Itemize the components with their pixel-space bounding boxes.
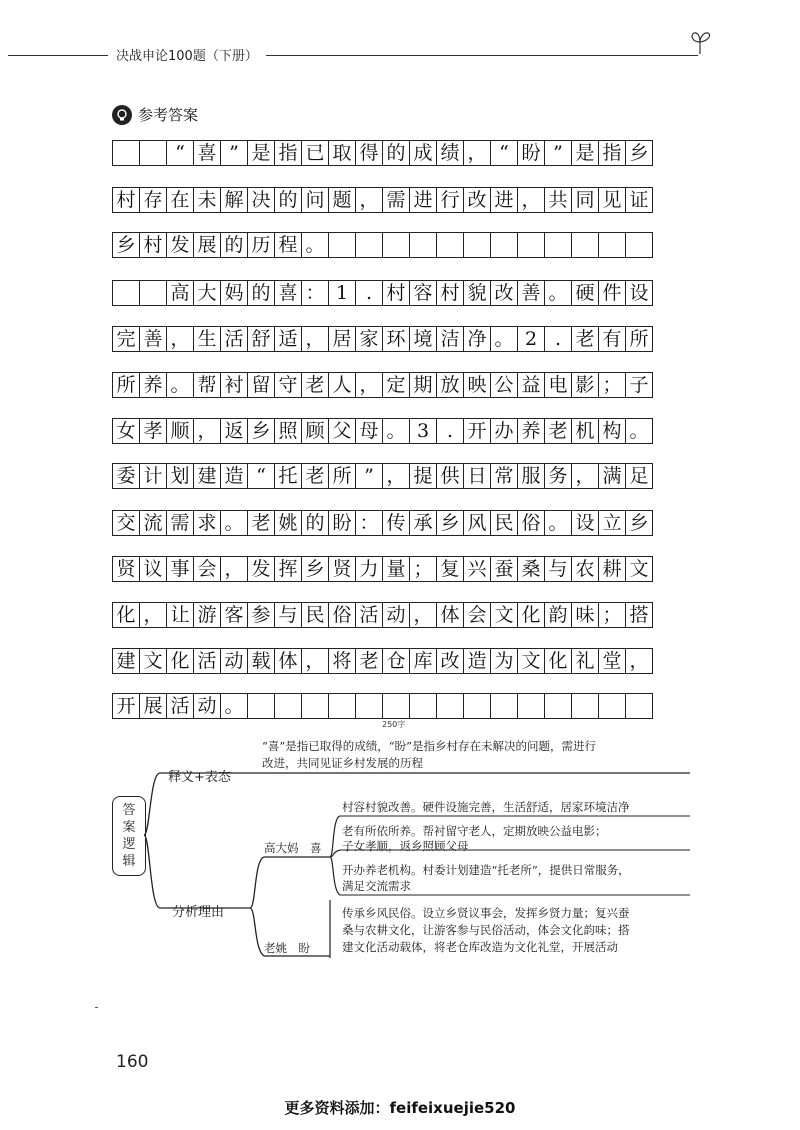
grid-cell: 委 bbox=[112, 463, 140, 489]
grid-cell: 守 bbox=[274, 372, 302, 398]
grid-cell: . bbox=[355, 280, 383, 306]
grid-cell: 所 bbox=[328, 463, 356, 489]
sub2-line1: 传承乡风民俗。设立乡贤议事会，发挥乡贤力量；复兴蚕 bbox=[342, 906, 630, 920]
grid-cell: ， bbox=[139, 602, 167, 628]
grid-cell: 满 bbox=[598, 463, 626, 489]
grid-cell: 益 bbox=[517, 372, 545, 398]
grid-cell: 让 bbox=[166, 602, 194, 628]
branch1-label: 释义+表态 bbox=[168, 770, 231, 785]
grid-cell: 库 bbox=[409, 648, 437, 674]
grid-cell: 乡 bbox=[436, 510, 464, 536]
grid-cell: 建 bbox=[193, 463, 221, 489]
answer-logic-box bbox=[112, 796, 146, 876]
grid-cell: 民 bbox=[301, 602, 329, 628]
grid-cell: 进 bbox=[409, 187, 437, 213]
grid-cell: 发 bbox=[166, 232, 194, 258]
grid-cell: 展 bbox=[139, 693, 167, 719]
grid-cell: 体 bbox=[274, 648, 302, 674]
grid-cell: ； bbox=[409, 556, 437, 582]
grid-cell: 放 bbox=[436, 372, 464, 398]
grid-cell: ， bbox=[220, 556, 248, 582]
grid-cell: 是 bbox=[247, 140, 275, 166]
grid-cell: . bbox=[436, 418, 464, 444]
grid-cell: 客 bbox=[220, 602, 248, 628]
grid-cell: 桑 bbox=[517, 556, 545, 582]
grid-cell: ， bbox=[166, 326, 194, 352]
grid-cell: 孝 bbox=[139, 418, 167, 444]
grid-cell: 。 bbox=[490, 326, 518, 352]
grid-cell: “ bbox=[247, 463, 275, 489]
grid-cell: 提 bbox=[409, 463, 437, 489]
branch2-label: 分析理由 bbox=[172, 905, 225, 920]
grid-cell: 耕 bbox=[598, 556, 626, 582]
grid-cell: 母 bbox=[355, 418, 383, 444]
grid-cell: 活 bbox=[166, 693, 194, 719]
grid-cell: 开 bbox=[463, 418, 491, 444]
grid-cell: 与 bbox=[274, 602, 302, 628]
grid-cell: ， bbox=[355, 372, 383, 398]
grid-cell: 日 bbox=[463, 463, 491, 489]
grid-cell: 游 bbox=[193, 602, 221, 628]
grid-cell: 开 bbox=[112, 693, 140, 719]
sub1-item2-line1: 老有所依所养。帮衬留守老人，定期放映公益电影； bbox=[342, 824, 607, 838]
sub1-label: 高大妈 喜 bbox=[264, 841, 322, 855]
grid-cell: 兴 bbox=[463, 556, 491, 582]
grid-cell: 需 bbox=[166, 510, 194, 536]
grid-cell: 养 bbox=[517, 418, 545, 444]
grid-cell: 子 bbox=[625, 372, 653, 398]
grid-cell: 姚 bbox=[274, 510, 302, 536]
grid-cell: 承 bbox=[409, 510, 437, 536]
grid-cell: 容 bbox=[409, 280, 437, 306]
grid-cell: 证 bbox=[625, 187, 653, 213]
grid-cell: 活 bbox=[220, 326, 248, 352]
grid-cell: 蚕 bbox=[490, 556, 518, 582]
grid-cell: 的 bbox=[301, 510, 329, 536]
grid-cell: 老 bbox=[247, 510, 275, 536]
grid-cell: 化 bbox=[112, 602, 140, 628]
grid-cell: 构 bbox=[598, 418, 626, 444]
grid-cell: 定 bbox=[382, 372, 410, 398]
grid-cell: 贤 bbox=[112, 556, 140, 582]
grid-cell: 高 bbox=[166, 280, 194, 306]
grid-cell: 女 bbox=[112, 418, 140, 444]
grid-cell: 需 bbox=[382, 187, 410, 213]
grid-cell: 所 bbox=[625, 326, 653, 352]
grid-cell: 的 bbox=[247, 280, 275, 306]
grid-cell: 办 bbox=[490, 418, 518, 444]
grid-cell: 有 bbox=[598, 326, 626, 352]
grid-cell: 问 bbox=[301, 187, 329, 213]
grid-cell: ； bbox=[598, 372, 626, 398]
grid-cell: 影 bbox=[571, 372, 599, 398]
footer-note: 更多资料添加：feifeixuejie520 bbox=[284, 1099, 516, 1117]
grid-cell: 力 bbox=[355, 556, 383, 582]
grid-cell: 题 bbox=[328, 187, 356, 213]
grid-cell: 计 bbox=[139, 463, 167, 489]
grid-cell: 托 bbox=[274, 463, 302, 489]
grid-cell: 。 bbox=[166, 372, 194, 398]
grid-cell: 量 bbox=[382, 556, 410, 582]
grid-cell: 在 bbox=[166, 187, 194, 213]
section-title: 参考答案 bbox=[138, 106, 199, 124]
grid-cell: 文 bbox=[490, 602, 518, 628]
root-label-char: 案 bbox=[122, 820, 136, 835]
grid-cell: 设 bbox=[625, 280, 653, 306]
grid-cell: 动 bbox=[193, 693, 221, 719]
grid-cell: 传 bbox=[382, 510, 410, 536]
grid-cell: 服 bbox=[517, 463, 545, 489]
grid-cell: 交 bbox=[112, 510, 140, 536]
grid-cell: ” bbox=[220, 140, 248, 166]
grid-cell: 俗 bbox=[328, 602, 356, 628]
grid-cell: 喜 bbox=[274, 280, 302, 306]
grid-cell: 。 bbox=[625, 418, 653, 444]
grid-cell: 俗 bbox=[517, 510, 545, 536]
grid-cell: 展 bbox=[193, 232, 221, 258]
grid-cell: 善 bbox=[517, 280, 545, 306]
grid-cell: 载 bbox=[247, 648, 275, 674]
grid-cell: 为 bbox=[490, 648, 518, 674]
grid-cell: 映 bbox=[463, 372, 491, 398]
grid-cell: 化 bbox=[544, 648, 572, 674]
grid-cell: ； bbox=[598, 602, 626, 628]
grid-cell: 老 bbox=[544, 418, 572, 444]
grid-cell: 老 bbox=[571, 326, 599, 352]
grid-cell: 乡 bbox=[301, 556, 329, 582]
grid-cell: 发 bbox=[247, 556, 275, 582]
grid-cell: 。 bbox=[544, 280, 572, 306]
book-title: 决战申论100题（下册） bbox=[108, 45, 266, 64]
grid-cell: 貌 bbox=[463, 280, 491, 306]
word-count: 250字 bbox=[382, 720, 406, 729]
grid-cell: 盼 bbox=[517, 140, 545, 166]
grid-cell: 村 bbox=[139, 232, 167, 258]
grid-cell: 会 bbox=[193, 556, 221, 582]
grid-cell: 成 bbox=[409, 140, 437, 166]
grid-cell: 。 bbox=[220, 510, 248, 536]
grid-cell: ” bbox=[544, 140, 572, 166]
grid-cell: “ bbox=[490, 140, 518, 166]
grid-cell: 舒 bbox=[247, 326, 275, 352]
grid-cell: 完 bbox=[112, 326, 140, 352]
grid-cell: ， bbox=[625, 648, 653, 674]
grid-cell: 件 bbox=[598, 280, 626, 306]
grid-cell: 味 bbox=[571, 602, 599, 628]
grid-cell: 文 bbox=[625, 556, 653, 582]
grid-cell: 公 bbox=[490, 372, 518, 398]
grid-cell: 造 bbox=[220, 463, 248, 489]
grid-cell: ， bbox=[517, 187, 545, 213]
grid-cell: 化 bbox=[166, 648, 194, 674]
grid-cell: 。 bbox=[301, 232, 329, 258]
grid-cell: 顾 bbox=[301, 418, 329, 444]
grid-cell: 复 bbox=[436, 556, 464, 582]
grid-cell: 搭 bbox=[625, 602, 653, 628]
grid-cell: 。 bbox=[544, 510, 572, 536]
grid-cell: “ bbox=[166, 140, 194, 166]
grid-cell: 仓 bbox=[382, 648, 410, 674]
grid-cell: ， bbox=[301, 326, 329, 352]
grid-cell: 存 bbox=[139, 187, 167, 213]
grid-cell: 韵 bbox=[544, 602, 572, 628]
grid-cell: 挥 bbox=[274, 556, 302, 582]
grid-cell: 同 bbox=[571, 187, 599, 213]
grid-cell: 妈 bbox=[220, 280, 248, 306]
grid-cell: 是 bbox=[571, 140, 599, 166]
grid-cell: 共 bbox=[544, 187, 572, 213]
grid-cell: ， bbox=[409, 602, 437, 628]
grid-cell: 绩 bbox=[436, 140, 464, 166]
grid-cell: 生 bbox=[193, 326, 221, 352]
grid-cell: 境 bbox=[409, 326, 437, 352]
margin-mark bbox=[95, 1007, 98, 1008]
grid-cell: 民 bbox=[490, 510, 518, 536]
grid-cell: 顺 bbox=[166, 418, 194, 444]
grid-cell: 立 bbox=[598, 510, 626, 536]
grid-cell: ， bbox=[382, 463, 410, 489]
grid-cell: 事 bbox=[166, 556, 194, 582]
root-label-char: 答 bbox=[122, 803, 136, 818]
grid-cell: 养 bbox=[139, 372, 167, 398]
grid-cell: 文 bbox=[139, 648, 167, 674]
grid-cell: 常 bbox=[490, 463, 518, 489]
grid-cell: 将 bbox=[328, 648, 356, 674]
grid-cell: 解 bbox=[220, 187, 248, 213]
grid-cell: 乡 bbox=[112, 232, 140, 258]
grid-cell: 适 bbox=[274, 326, 302, 352]
sub2-line3: 建文化活动载体，将老仓库改造为文化礼堂，开展活动 bbox=[342, 940, 618, 954]
grid-cell: 活 bbox=[193, 648, 221, 674]
grid-cell: 贤 bbox=[328, 556, 356, 582]
grid-cell: 。 bbox=[220, 693, 248, 719]
grid-cell: 文 bbox=[517, 648, 545, 674]
grid-cell: 活 bbox=[355, 602, 383, 628]
grid-cell: 期 bbox=[409, 372, 437, 398]
grid-cell: 善 bbox=[139, 326, 167, 352]
grid-cell: ： bbox=[301, 280, 329, 306]
grid-cell: 礼 bbox=[571, 648, 599, 674]
grid-cell: 改 bbox=[463, 187, 491, 213]
grid-cell: 乡 bbox=[247, 418, 275, 444]
grid-cell: . bbox=[544, 326, 572, 352]
sub2-line2: 桑与农耕文化，让游客参与民俗活动，体会文化韵味；搭 bbox=[342, 923, 630, 937]
branch1-text-line1: “喜”是指已取得的成绩，“盼”是指乡村存在未解决的问题，需进行 bbox=[262, 739, 597, 753]
grid-cell: 造 bbox=[463, 648, 491, 674]
grid-cell: 流 bbox=[139, 510, 167, 536]
grid-cell: 村 bbox=[112, 187, 140, 213]
grid-cell: 议 bbox=[139, 556, 167, 582]
grid-cell: 会 bbox=[463, 602, 491, 628]
grid-cell: 留 bbox=[247, 372, 275, 398]
grid-cell: ， bbox=[571, 463, 599, 489]
grid-cell: 村 bbox=[382, 280, 410, 306]
grid-cell: 乡 bbox=[625, 510, 653, 536]
grid-cell: 所 bbox=[112, 372, 140, 398]
grid-cell: ， bbox=[355, 187, 383, 213]
grid-cell: 净 bbox=[463, 326, 491, 352]
page-number: 160 bbox=[116, 1052, 149, 1072]
grid-cell: 盼 bbox=[328, 510, 356, 536]
grid-cell: 照 bbox=[274, 418, 302, 444]
grid-cell: 得 bbox=[355, 140, 383, 166]
grid-cell: 已 bbox=[301, 140, 329, 166]
grid-cell: 衬 bbox=[220, 372, 248, 398]
grid-cell: 堂 bbox=[598, 648, 626, 674]
grid-cell: 务 bbox=[544, 463, 572, 489]
grid-cell: 大 bbox=[193, 280, 221, 306]
grid-cell: ” bbox=[355, 463, 383, 489]
grid-cell: 农 bbox=[571, 556, 599, 582]
grid-cell: 的 bbox=[274, 187, 302, 213]
root-label-char: 逻 bbox=[122, 837, 136, 852]
grid-cell: ： bbox=[355, 510, 383, 536]
branch1-text-line2: 改进，共同见证乡村发展的历程 bbox=[262, 756, 423, 770]
grid-cell: 进 bbox=[490, 187, 518, 213]
sub1-item3-line1: 开办养老机构。村委计划建造“托老所”，提供日常服务， bbox=[342, 863, 630, 877]
grid-cell: 环 bbox=[382, 326, 410, 352]
grid-cell: ， bbox=[193, 418, 221, 444]
sub1-item1: 村容村貌改善。硬件设施完善，生活舒适，居家环境洁净 bbox=[342, 800, 630, 814]
grid-cell: 求 bbox=[193, 510, 221, 536]
grid-cell: 村 bbox=[436, 280, 464, 306]
grid-cell: 老 bbox=[301, 463, 329, 489]
grid-cell: 喜 bbox=[193, 140, 221, 166]
grid-cell: 动 bbox=[220, 648, 248, 674]
grid-cell: 帮 bbox=[193, 372, 221, 398]
grid-cell: 动 bbox=[382, 602, 410, 628]
sub1-item3-line2: 满足交流需求 bbox=[342, 879, 411, 893]
grid-cell: 设 bbox=[571, 510, 599, 536]
grid-cell: 建 bbox=[112, 648, 140, 674]
sub2-label: 老姚 盼 bbox=[264, 941, 310, 955]
grid-cell: 的 bbox=[220, 232, 248, 258]
root-label-char: 辑 bbox=[122, 854, 136, 869]
grid-cell: 。 bbox=[382, 418, 410, 444]
grid-cell: 指 bbox=[598, 140, 626, 166]
grid-cell: 见 bbox=[598, 187, 626, 213]
grid-cell: 行 bbox=[436, 187, 464, 213]
grid-cell: 供 bbox=[436, 463, 464, 489]
grid-cell: 返 bbox=[220, 418, 248, 444]
grid-cell: 洁 bbox=[436, 326, 464, 352]
grid-cell: 改 bbox=[436, 648, 464, 674]
grid-cell: 的 bbox=[382, 140, 410, 166]
grid-cell: 硬 bbox=[571, 280, 599, 306]
grid-cell: 老 bbox=[301, 372, 329, 398]
grid-cell: 家 bbox=[355, 326, 383, 352]
grid-cell: 电 bbox=[544, 372, 572, 398]
grid-cell: 决 bbox=[247, 187, 275, 213]
grid-cell: 程 bbox=[274, 232, 302, 258]
grid-cell: ， bbox=[301, 648, 329, 674]
grid-cell: 划 bbox=[166, 463, 194, 489]
grid-cell: 改 bbox=[490, 280, 518, 306]
grid-cell: 参 bbox=[247, 602, 275, 628]
grid-cell: 3 bbox=[409, 418, 437, 444]
grid-cell: 足 bbox=[625, 463, 653, 489]
grid-cell: 取 bbox=[328, 140, 356, 166]
grid-cell: 机 bbox=[571, 418, 599, 444]
grid-cell: 父 bbox=[328, 418, 356, 444]
grid-cell: 乡 bbox=[625, 140, 653, 166]
grid-cell: 与 bbox=[544, 556, 572, 582]
grid-cell: 体 bbox=[436, 602, 464, 628]
grid-cell: 1 bbox=[328, 280, 356, 306]
sub1-item2-line2: 子女孝顺，返乡照顾父母 bbox=[342, 839, 469, 853]
grid-cell: 风 bbox=[463, 510, 491, 536]
grid-cell: 老 bbox=[355, 648, 383, 674]
grid-cell: ， bbox=[463, 140, 491, 166]
grid-cell: 人 bbox=[328, 372, 356, 398]
grid-cell: 居 bbox=[328, 326, 356, 352]
grid-cell: 未 bbox=[193, 187, 221, 213]
grid-cell: 2 bbox=[517, 326, 545, 352]
grid-cell: 化 bbox=[517, 602, 545, 628]
grid-cell: 指 bbox=[274, 140, 302, 166]
grid-cell: 历 bbox=[247, 232, 275, 258]
